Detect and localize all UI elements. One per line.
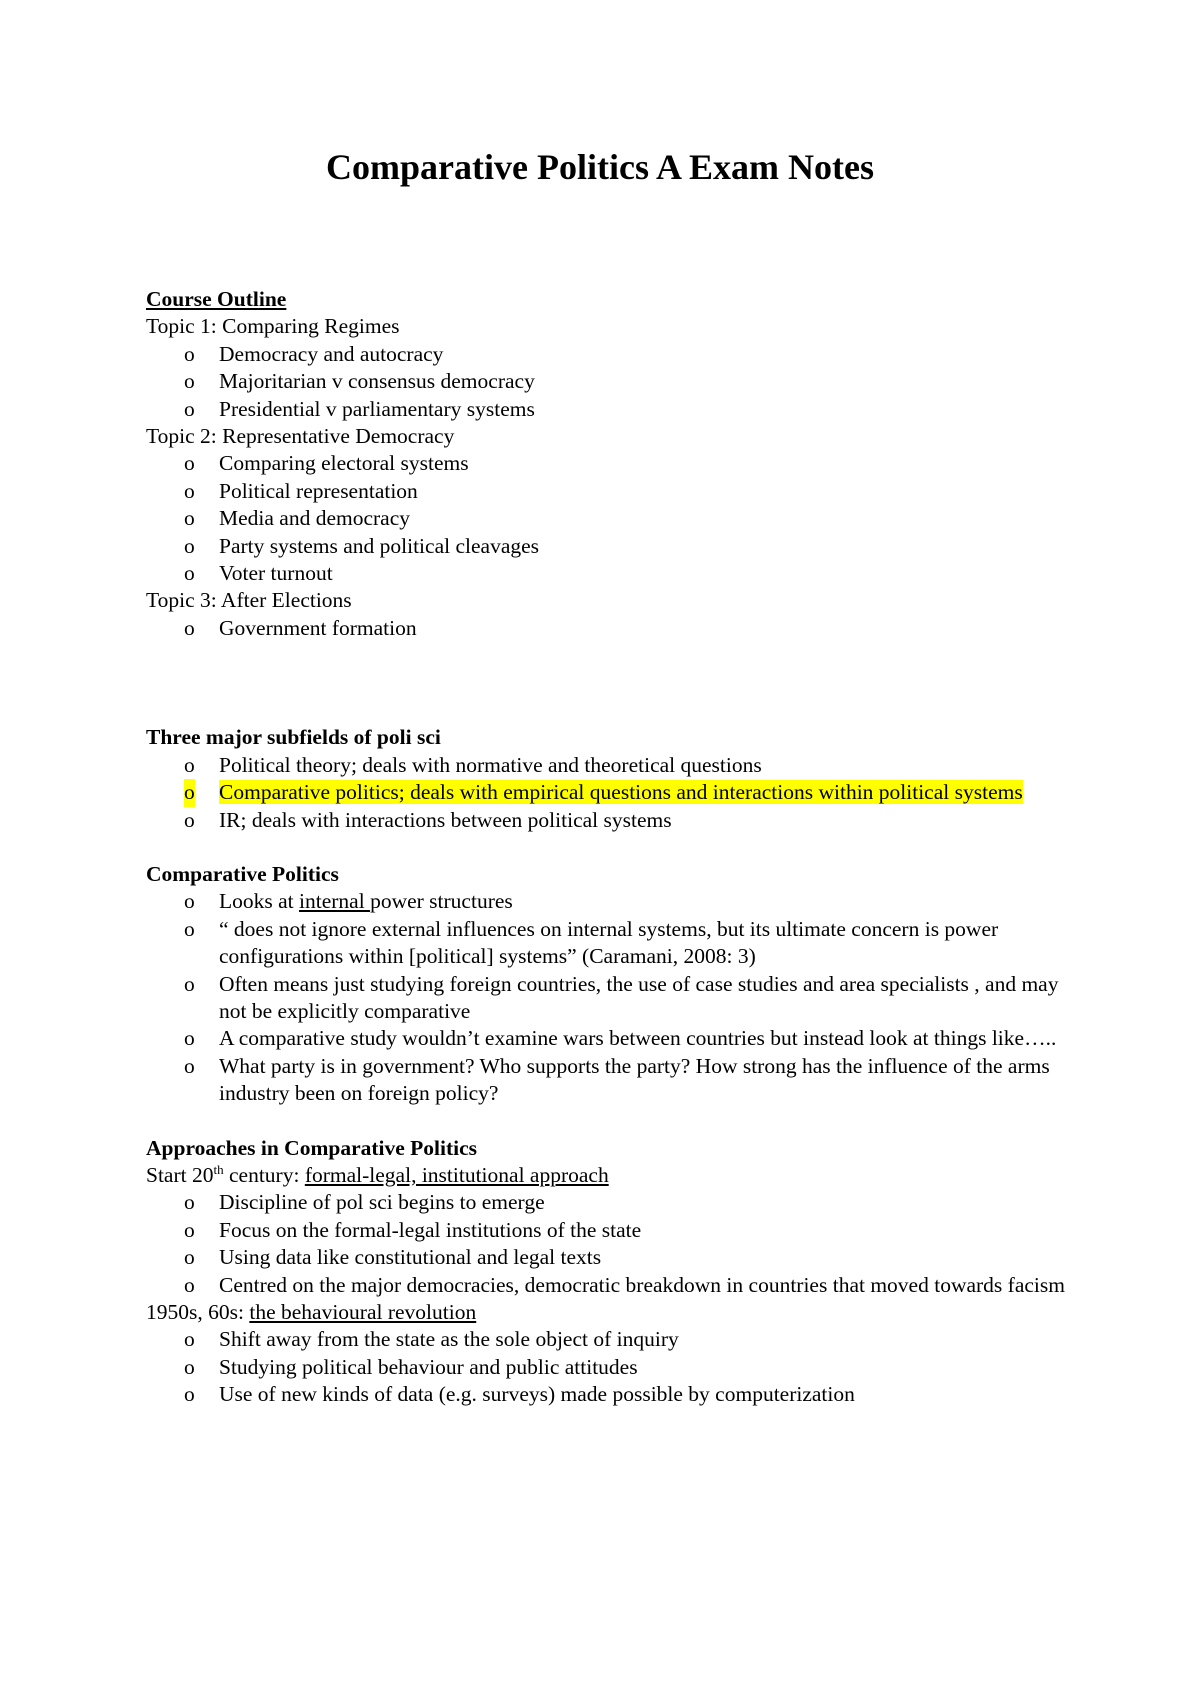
topics-list <box>146 313 1066 642</box>
item-text: A comparative study wouldn’t examine wars between countries but instead look at things like….. <box>219 1026 1057 1051</box>
item-text: Focus on the formal-legal institutions of the state <box>219 1217 642 1242</box>
comparative-politics-section <box>146 861 1066 1108</box>
list-item <box>146 615 1066 642</box>
item-text: Use of new kinds of data (e.g. surveys) made possible by computerization <box>219 1382 855 1407</box>
subfield-text: Political theory; deals with normative and theoretical questions <box>219 752 762 777</box>
list-item <box>146 1381 1066 1408</box>
item-text: Studying political behaviour and public attitudes <box>219 1354 638 1379</box>
subfields-heading: Three major subfields of poli sci <box>146 725 441 750</box>
subfield-text: IR; deals with interactions between political systems <box>219 807 672 832</box>
item-text: Comparing electoral systems <box>219 451 469 476</box>
spacer <box>146 642 1066 724</box>
list-item <box>146 1244 1066 1271</box>
list-item <box>146 916 1066 971</box>
list-item <box>146 396 1066 423</box>
list-item-highlighted <box>146 779 1066 806</box>
topic-items <box>146 341 1066 423</box>
topic-items <box>146 450 1066 587</box>
bullet-icon: o <box>184 533 195 558</box>
bullet-icon: o <box>184 396 195 421</box>
item-text-pre: Looks at <box>219 889 300 914</box>
item-text-post: power structures <box>370 889 513 914</box>
item-text: Shift away from the state as the sole object of inquiry <box>219 1327 679 1352</box>
list-item <box>146 1354 1066 1381</box>
list-item <box>146 752 1066 779</box>
list-item <box>146 807 1066 834</box>
list-item <box>146 560 1066 587</box>
page-title: Comparative Politics A Exam Notes <box>326 147 874 187</box>
bullet-icon: o <box>184 615 195 640</box>
underlined-text: internal <box>299 889 371 914</box>
list-item <box>146 1189 1066 1216</box>
item-text: What party is in government? Who supports the party? How strong has the influence of the arms industry been on foreign policy? <box>219 1053 1050 1106</box>
bullet-icon: o <box>184 752 195 777</box>
item-text: Presidential v parliamentary systems <box>219 396 535 421</box>
course-outline-heading: Course Outline <box>146 287 287 311</box>
course-outline-section <box>146 286 1066 642</box>
bullet-icon: o <box>184 1272 195 1297</box>
bullet-icon: o <box>184 1245 195 1270</box>
comparative-politics-heading: Comparative Politics <box>146 861 339 886</box>
list-item <box>146 1272 1066 1299</box>
period-1-list <box>146 1189 1066 1299</box>
list-item <box>146 888 1066 915</box>
bullet-icon: o <box>184 561 195 586</box>
bullet-icon: o <box>184 779 195 806</box>
approaches-section <box>146 1135 1066 1409</box>
item-text: Political representation <box>219 478 418 503</box>
highlighted-text: Comparative politics; deals with empirical questions and interactions within political systems <box>219 780 1023 805</box>
bullet-icon: o <box>184 478 195 503</box>
item-text: Centred on the major democracies, democratic breakdown in countries that moved towards facism <box>219 1272 1065 1297</box>
item-text: Often means just studying foreign countries, the use of case studies and area specialists , and may not be explicitly comparative <box>219 971 1059 1023</box>
period-2-pre: 1950s, 60s: <box>146 1300 250 1324</box>
item-text: Government formation <box>219 615 417 640</box>
list-item <box>146 368 1066 395</box>
list-item <box>146 971 1066 1026</box>
subfields-section <box>146 724 1066 834</box>
bullet-icon: o <box>184 916 195 941</box>
period-2-line <box>146 1299 1066 1326</box>
bullet-icon: o <box>184 1053 195 1078</box>
topic-label: Topic 1: Comparing Regimes <box>146 314 400 339</box>
period-2-list <box>146 1326 1066 1408</box>
bullet-icon: o <box>184 1327 195 1352</box>
bullet-icon: o <box>184 451 195 476</box>
list-item <box>146 1217 1066 1244</box>
document-body <box>146 286 1066 1409</box>
spacer <box>146 1108 1066 1135</box>
item-text: Voter turnout <box>219 561 333 586</box>
approaches-heading: Approaches in Comparative Politics <box>146 1135 478 1160</box>
period-2-approach: the behavioural revolution <box>249 1300 477 1324</box>
list-item <box>146 478 1066 505</box>
bullet-icon: o <box>184 1217 195 1242</box>
item-text: Democracy and autocracy <box>219 341 444 366</box>
bullet-icon: o <box>184 889 195 914</box>
bullet-icon: o <box>184 506 195 531</box>
item-text: Majoritarian v consensus democracy <box>219 369 535 394</box>
topic-label: Topic 3: After Elections <box>146 588 352 613</box>
bullet-icon: o <box>184 369 195 394</box>
spacer <box>146 834 1066 861</box>
bullet-icon: o <box>184 1026 195 1051</box>
bullet-icon: o <box>184 1354 195 1379</box>
bullet-icon: o <box>184 807 195 832</box>
subfields-list <box>146 752 1066 834</box>
item-text: Media and democracy <box>219 506 411 531</box>
item-text: Using data like constitutional and legal texts <box>219 1245 602 1270</box>
item-text: Party systems and political cleavages <box>219 533 540 558</box>
bullet-icon: o <box>184 971 195 996</box>
period-1-pre: Start 20 <box>146 1162 214 1187</box>
period-1-mid: century: <box>223 1162 305 1187</box>
list-item <box>146 1326 1066 1353</box>
period-1-line <box>146 1162 1066 1189</box>
list-item <box>146 450 1066 477</box>
list-item <box>146 341 1066 368</box>
list-item <box>146 1025 1066 1052</box>
bullet-icon: o <box>184 1190 195 1215</box>
list-item <box>146 533 1066 560</box>
list-item <box>146 505 1066 532</box>
topic-items <box>146 615 1066 642</box>
superscript: th <box>213 1161 224 1177</box>
bullet-icon: o <box>184 341 195 366</box>
list-item <box>146 1053 1066 1108</box>
item-text: Discipline of pol sci begins to emerge <box>219 1190 545 1215</box>
comparative-politics-list <box>146 888 1066 1107</box>
period-1-approach: formal-legal, institutional approach <box>304 1162 609 1187</box>
topic-label: Topic 2: Representative Democracy <box>146 424 455 449</box>
bullet-icon: o <box>184 1382 195 1407</box>
item-text: “ does not ignore external influences on internal systems, but its ultimate concern is power configurations within [political] systems” (Caramani, 2008: 3) <box>219 916 999 969</box>
